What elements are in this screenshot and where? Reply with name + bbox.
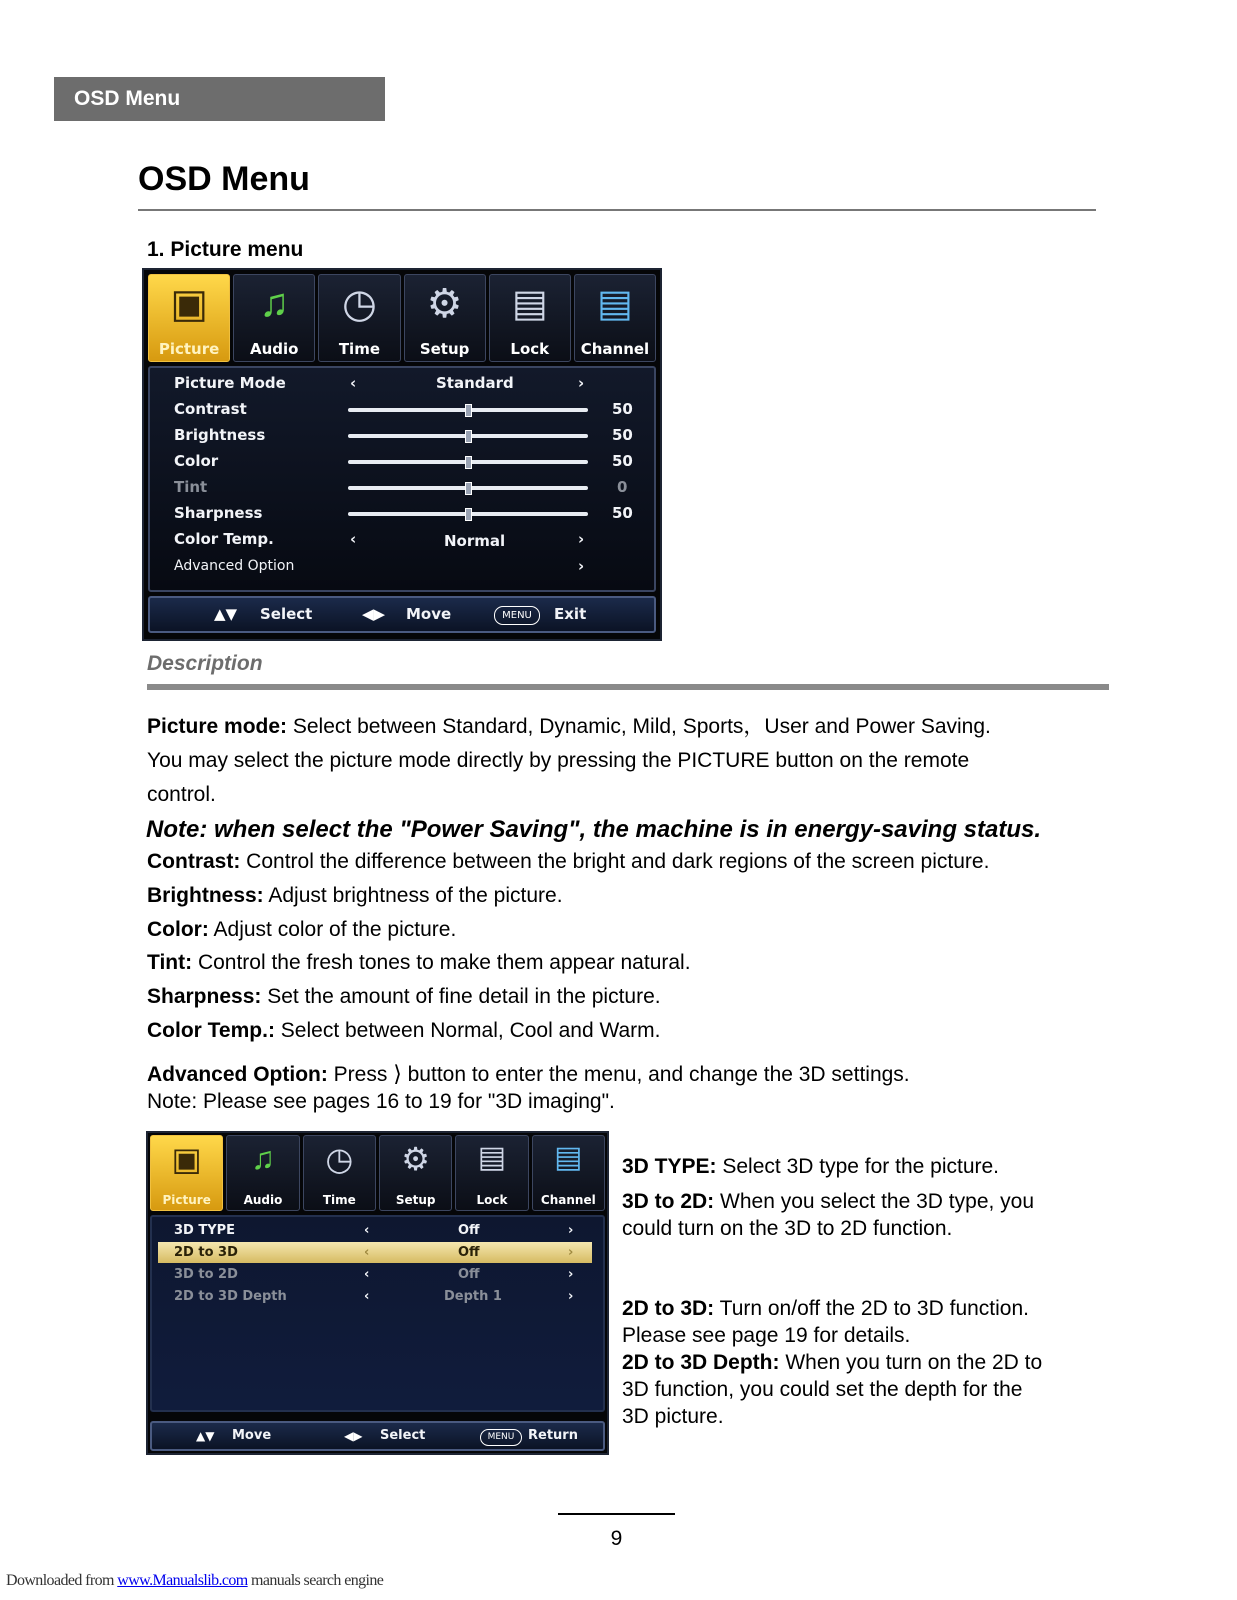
footer-select-label: Select [260, 605, 313, 623]
term: Picture mode: [147, 715, 288, 738]
2d-to-3d-description [622, 1295, 1029, 1322]
speaker-music-icon: ♫ [250, 1140, 275, 1176]
padlock-icon: ▤ [477, 1141, 507, 1174]
sharpness-value: 50 [612, 504, 633, 522]
brightness-description [147, 884, 563, 908]
picture-settings-panel [148, 366, 656, 592]
satellite-monitor-icon: ▤ [554, 1141, 583, 1174]
up-down-buttons-icon: ▲▼ [214, 605, 238, 623]
osd-tab-label: Time [322, 1193, 356, 1207]
menu-button-icon: MENU [480, 1429, 522, 1446]
page-number: 9 [610, 1527, 623, 1550]
color-temp-label: Color Temp. [174, 530, 274, 548]
definition: Control the fresh tones to make them appear natural. [192, 951, 691, 974]
chevron-left-icon: ‹ [364, 1267, 370, 1282]
3d-to-2d-label: 3D to 2D [174, 1267, 238, 1282]
color-slider-knob [465, 456, 472, 469]
chevron-left-icon: ‹ [350, 530, 357, 548]
osd-tab-label: Audio [250, 340, 299, 358]
osd-tab-channel [574, 274, 656, 362]
term: 2D to 3D Depth: [622, 1351, 780, 1374]
osd-tab-label: Setup [395, 1193, 436, 1207]
color-temp-value: Normal [444, 532, 506, 550]
padlock-icon: ▤ [511, 283, 548, 325]
definition: When you turn on the 2D to [779, 1351, 1043, 1374]
picture-mode-value: Standard [436, 374, 514, 392]
description-label: Description [147, 652, 263, 675]
tint-slider-knob [465, 482, 472, 495]
sharpness-label: Sharpness [174, 504, 263, 522]
chevron-right-icon: › [578, 557, 585, 575]
contrast-description [147, 850, 989, 874]
header-tab: OSD Menu [54, 77, 385, 121]
color-description [147, 918, 456, 942]
clock-icon: ◷ [341, 282, 377, 326]
3d-type-value: Off [458, 1223, 480, 1238]
osd-tab-lock [489, 274, 571, 362]
title-divider [138, 209, 1096, 211]
osd-tab-time [303, 1135, 376, 1211]
2d-to-3d-value: Off [458, 1245, 480, 1260]
footer-return-label: Return [528, 1428, 578, 1443]
footer-move-label: Move [232, 1428, 272, 1443]
definition: Select between Normal, Cool and Warm. [274, 1019, 661, 1042]
osd-tab-label: Picture [162, 1193, 211, 1207]
brightness-value: 50 [612, 426, 633, 444]
3d-type-label: 3D TYPE [174, 1223, 236, 1238]
picture-mode-description-line-3: control. [147, 783, 216, 806]
footer-exit-label: Exit [554, 605, 587, 623]
osd-tab-label: Channel [580, 340, 650, 358]
gear-tools-icon: ⚙ [401, 1141, 430, 1177]
chevron-right-icon: ⟩ [393, 1062, 402, 1087]
osd-tab-bar [148, 274, 656, 362]
osd-footer [150, 1421, 605, 1451]
definition: Turn on/off the 2D to 3D function. [714, 1297, 1029, 1320]
osd-tab-audio [226, 1135, 299, 1211]
download-footer [6, 1572, 383, 1590]
osd-tab-setup [379, 1135, 452, 1211]
tint-description [147, 951, 691, 975]
term: 2D to 3D: [622, 1297, 715, 1320]
tint-label: Tint [174, 478, 208, 496]
chevron-right-icon: › [568, 1289, 574, 1304]
term: Contrast: [147, 850, 241, 873]
sharpness-description [147, 985, 661, 1009]
chevron-left-icon: ‹ [364, 1223, 370, 1238]
osd-tab-label: Picture [158, 340, 220, 358]
3d-settings-panel [150, 1215, 605, 1412]
chevron-left-icon: ‹ [350, 374, 357, 392]
brightness-label: Brightness [174, 426, 266, 444]
osd-tab-setup [404, 274, 486, 362]
definition: Adjust brightness of the picture. [263, 884, 563, 907]
menu-button-icon: MENU [494, 606, 540, 625]
2d-to-3d-depth-description-line-3: 3D picture. [622, 1405, 724, 1428]
footer-move-label: Move [406, 605, 452, 623]
osd-tab-label: Audio [243, 1193, 283, 1207]
chevron-right-icon: › [568, 1267, 574, 1282]
osd-tab-channel [532, 1135, 605, 1211]
3d-to-2d-description-line-2: could turn on the 3D to 2D function. [622, 1217, 953, 1240]
term: Brightness: [147, 884, 264, 907]
manualslib-link[interactable]: www.Manualslib.com [117, 1572, 248, 1589]
tint-value: 0 [617, 478, 628, 496]
definition: Set the amount of fine detail in the picture. [261, 985, 661, 1008]
osd-tab-label: Lock [476, 1193, 508, 1207]
term: 3D to 2D: [622, 1190, 715, 1213]
color-value: 50 [612, 452, 633, 470]
3d-to-2d-value: Off [458, 1267, 480, 1282]
osd-tab-label: Channel [540, 1193, 596, 1207]
picture-menu-screenshot [142, 268, 662, 641]
term: Advanced Option: [147, 1063, 328, 1086]
brightness-slider-knob [465, 430, 472, 443]
osd-tab-label: Time [338, 340, 381, 358]
definition: When you select the 3D type, you [714, 1190, 1035, 1213]
description-divider [147, 684, 1109, 690]
2d-to-3d-description-line-2: Please see page 19 for details. [622, 1324, 911, 1347]
picture-mode-label: Picture Mode [174, 374, 286, 392]
osd-tab-bar [150, 1135, 605, 1211]
power-saving-note: Note: when select the "Power Saving", the machine is in energy-saving status. [146, 816, 1041, 843]
term: 3D TYPE: [622, 1155, 717, 1178]
page-number-rule [558, 1513, 675, 1515]
contrast-value: 50 [612, 400, 633, 418]
definition: Select between Standard, Dynamic, Mild, Sports，User and Power Saving. [287, 715, 991, 738]
3d-to-2d-description [622, 1188, 1034, 1215]
page-title: OSD Menu [138, 160, 310, 198]
up-down-buttons-icon: ▲▼ [196, 1429, 215, 1443]
gear-tools-icon: ⚙ [426, 282, 463, 326]
2d-to-3d-label: 2D to 3D [174, 1245, 238, 1260]
footer-prefix: Downloaded from [6, 1572, 118, 1589]
chevron-left-icon: ‹ [364, 1289, 370, 1304]
advanced-option-label: Advanced Option [174, 558, 295, 574]
osd-footer [148, 596, 656, 633]
osd-tab-picture [150, 1135, 223, 1211]
left-right-buttons-icon: ◀▶ [344, 1429, 363, 1443]
definition: Press [327, 1063, 394, 1086]
contrast-label: Contrast [174, 400, 247, 418]
chevron-right-icon: › [578, 374, 585, 392]
2d-to-3d-depth-value: Depth 1 [444, 1289, 502, 1304]
2d-to-3d-depth-label: 2D to 3D Depth [174, 1289, 287, 1304]
chevron-right-icon: › [568, 1245, 574, 1260]
osd-tab-picture [148, 274, 230, 362]
advanced-option-description [147, 1063, 910, 1087]
picture-mode-description-line-2: You may select the picture mode directly by pressing the PICTURE button on the remote [147, 749, 970, 772]
definition: button to enter the menu, and change the 3D settings. [401, 1063, 910, 1086]
term: Color Temp.: [147, 1019, 275, 1042]
chevron-right-icon: › [578, 530, 585, 548]
section-heading: 1. Picture menu [147, 238, 304, 261]
clock-icon: ◷ [325, 1141, 354, 1177]
chevron-left-icon: ‹ [364, 1245, 370, 1260]
satellite-monitor-icon: ▤ [596, 283, 633, 325]
camcorder-icon: ▣ [170, 282, 208, 326]
picture-mode-description [147, 715, 991, 739]
footer-select-label: Select [380, 1428, 426, 1443]
definition: Control the difference between the bright and dark regions of the screen picture. [240, 850, 990, 873]
term: Tint: [147, 951, 193, 974]
color-temp-description [147, 1019, 661, 1043]
color-label: Color [174, 452, 219, 470]
term: Sharpness: [147, 985, 262, 1008]
definition: Adjust color of the picture. [208, 918, 457, 941]
2d-to-3d-depth-description-line-2: 3D function, you could set the depth for the [622, 1378, 1023, 1401]
sharpness-slider-knob [465, 508, 472, 521]
osd-tab-label: Setup [419, 340, 470, 358]
contrast-slider-knob [465, 404, 472, 417]
definition: Select 3D type for the picture. [716, 1155, 1000, 1178]
3d-menu-screenshot [146, 1131, 609, 1455]
chevron-right-icon: › [568, 1223, 574, 1238]
osd-tab-time [318, 274, 400, 362]
speaker-music-icon: ♫ [259, 281, 290, 325]
footer-suffix: manuals search engine [247, 1572, 384, 1589]
advanced-option-note: Note: Please see pages 16 to 19 for "3D imaging". [147, 1090, 615, 1113]
osd-tab-label: Lock [510, 340, 550, 358]
left-right-buttons-icon: ◀▶ [362, 605, 386, 623]
3d-type-description [622, 1153, 999, 1180]
camcorder-icon: ▣ [171, 1141, 202, 1177]
osd-tab-audio [233, 274, 315, 362]
term: Color: [147, 918, 209, 941]
osd-tab-lock [455, 1135, 528, 1211]
2d-to-3d-depth-description [622, 1349, 1042, 1376]
